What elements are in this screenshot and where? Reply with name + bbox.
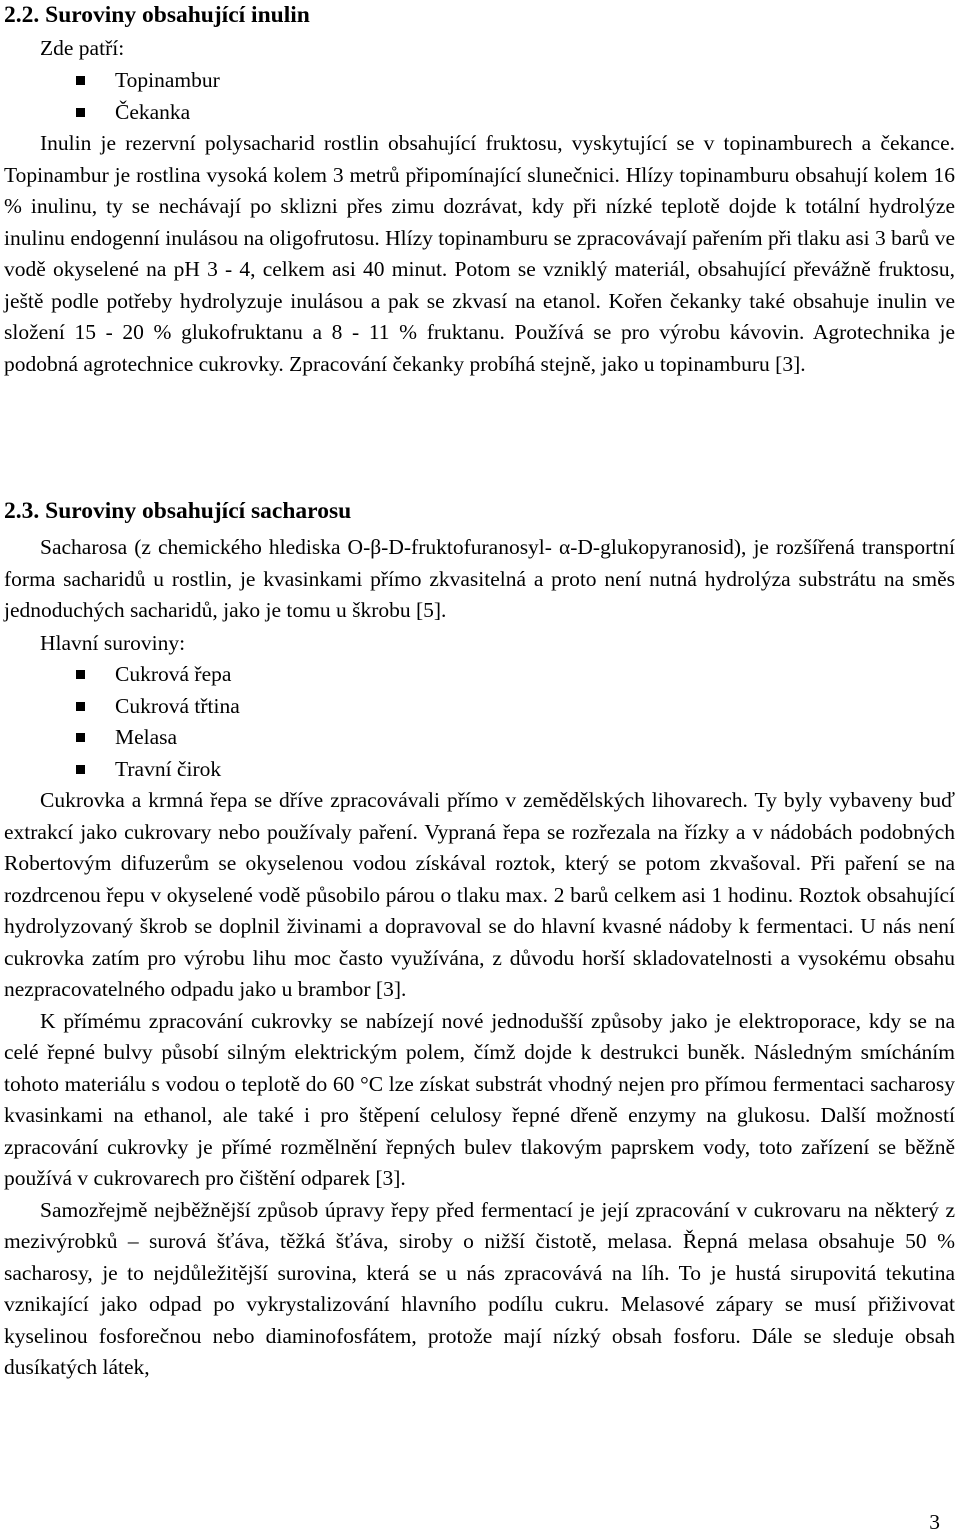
paragraph: Sacharosa (z chemického hlediska O-β-D-fruktofuranosyl- α-D-glukopyranosid), je rozšířená transportní forma sacharidů u rostlin, je kvasinkami přímo zkvasitelná a proto není nutná hydrolýza substrátu na směs jednoduchých sacharidů, jako je tomu u škrobu [5]. xyxy=(4,535,955,622)
paragraph: Inulin je rezervní polysacharid rostlin obsahující fruktosu, vyskytující se v topinamburech a čekance. Topinambur je rostlina vysoká kolem 3 metrů připomínající slunečnici. Hlízy topinamburu obsahují kolem 16 % inulinu, ty se nechávají po sklizni přes zimu dozrávat, kdy při nízké teplotě dojde k totální hydrolýze inulinu endogenní inulásou na oligofrutosu. Hlízy topinamburu se zpracovávají pařením při tlaku asi 3 barů ve vodě okyselené na pH 3 - 4, celkem asi 40 minut. Potom se vzniklý materiál, obsahující převážně fruktosu, ještě podle potřeby hydrolyzuje inulásou a pak se zkvasí na etanol. Kořen čekanky také obsahuje inulin ve složení 15 - 20 % glukofruktanu a 8 - 11 % fruktanu. Používá se pro výrobu kávovin. Agrotechnika je podobná agrotechnice cukrovky. Zpracování čekanky probíhá stejně, jako u topinamburu [3]. xyxy=(4,131,955,376)
square-bullet-icon xyxy=(76,76,85,85)
paragraph: Samozřejmě nejběžnější způsob úpravy řepy před fermentací je její zpracování v cukrovaru na některý z mezivýrobků – surová šťáva, těžká šťáva, siroby o nižší čistotě, melasa. Řepná melasa obsahuje 50 % sacharosy, je to nejdůležitější surovina, která se u nás zpracovává na líh. To je hustá sirupovitá tekutina vznikající jako odpad po vykrystalizování hlavního podílu cukru. Melasové zápary se musí přiživovat kyselinou fosforečnou nebo diaminofosfátem, protože mají nízký obsah fosforu. Dále se sleduje obsah dusíkatých látek, xyxy=(4,1197,955,1379)
paragraph: K přímému zpracování cukrovky se nabízejí nové jednodušší způsoby jako je elektroporace, kdy se na celé řepné bulvy působí silným elektrickým polem, čímž dojde k destrukci buněk. Následným smícháním tohoto materiálu s vodou o teplotě do 60 °C lze získat substrát vhodný nejen pro přímou fermentaci sacharosy kvasinkami na ethanol, ale také i pro štěpení celulosy řepné dřeně enzymy na glukosu. Další možností zpracování cukrovky je přímé rozmělnění řepných bulev tlakovým paprskem vody, toto zařízení se běžně používá v cukrovarech pro čištění odparek [3]. xyxy=(4,1008,955,1190)
section-heading-sacharosa xyxy=(4,496,351,526)
list-lead: Hlavní suroviny: xyxy=(40,631,186,655)
page-number: 3 xyxy=(929,1510,940,1534)
section-number: 2.2. xyxy=(4,2,40,28)
body-text-sacharosa-intro xyxy=(4,532,955,627)
bullet-list-sacharosa xyxy=(76,659,240,785)
square-bullet-icon xyxy=(76,108,85,117)
list-item: Cukrová třtina xyxy=(76,691,240,723)
square-bullet-icon xyxy=(76,670,85,679)
list-lead: Zde patří: xyxy=(40,36,125,60)
square-bullet-icon xyxy=(76,702,85,711)
list-item: Travní čirok xyxy=(76,754,240,786)
list-item: Topinambur xyxy=(76,65,220,97)
bullet-list-inulin xyxy=(76,65,220,128)
paragraph: Cukrovka a krmná řepa se dříve zpracovávali přímo v zemědělských lihovarech. Ty byly vybaveny buď extrakcí jako cukrovary nebo používaly paření. Vypraná řepa se rozřezala na řízky a v nádobách podobných Robertovým difuzerům se okyselenou vodou získával roztok, který se potom zkvašoval. Při paření se na rozdrcenou řepu v okyselené vodě působilo párou o tlaku max. 2 barů celkem asi 1 hodinu. Roztok obsahující hydrolyzovaný škrob se doplnil živinami a dopravoval se do hlavní kvasné nádoby k fermentaci. U nás není cukrovka zatím pro výrobu lihu moc často využívána, z důvodu horší skladovatelnosti a vysokému obsahu nezpracovatelného odpadu jako u brambor [3]. xyxy=(4,788,955,1001)
section-title: Suroviny obsahující inulin xyxy=(45,2,310,28)
body-text-sacharosa xyxy=(4,785,955,1384)
list-item: Cukrová řepa xyxy=(76,659,240,691)
body-text-inulin xyxy=(4,128,955,380)
list-item: Čekanka xyxy=(76,97,220,129)
square-bullet-icon xyxy=(76,765,85,774)
section-heading-inulin xyxy=(4,0,310,30)
section-title: Suroviny obsahující sacharosu xyxy=(45,498,352,524)
square-bullet-icon xyxy=(76,733,85,742)
list-item: Melasa xyxy=(76,722,240,754)
section-number: 2.3. xyxy=(4,498,40,524)
